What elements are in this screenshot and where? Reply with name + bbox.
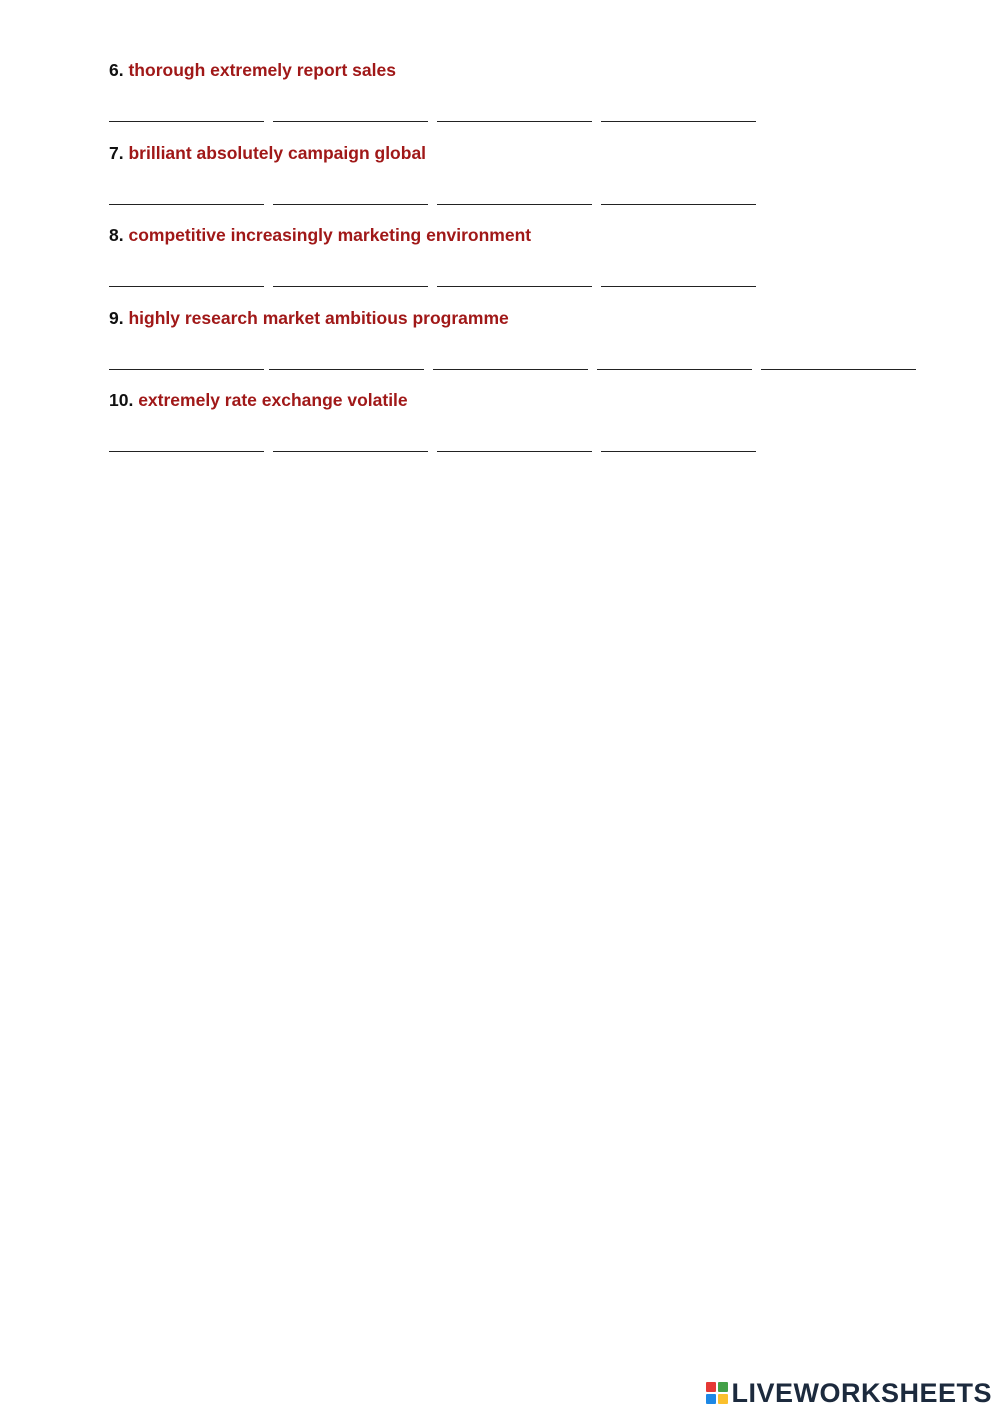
answer-blank[interactable] xyxy=(437,264,592,287)
logo-blocks-icon xyxy=(706,1382,728,1404)
answer-blank[interactable] xyxy=(597,347,752,370)
question-10 xyxy=(109,389,408,411)
logo-block xyxy=(718,1382,728,1392)
answer-blank[interactable] xyxy=(109,99,264,122)
answer-blank[interactable] xyxy=(437,429,592,452)
scrambled-words: highly research market ambitious programme xyxy=(128,308,509,328)
question-number: 6. xyxy=(109,60,124,80)
logo-block xyxy=(706,1382,716,1392)
answer-row-7 xyxy=(109,182,765,208)
answer-blank[interactable] xyxy=(109,429,264,452)
answer-blank[interactable] xyxy=(601,429,756,452)
liveworksheets-logo xyxy=(706,1378,992,1408)
answer-blank[interactable] xyxy=(761,347,916,370)
question-9 xyxy=(109,307,509,329)
answer-row-6 xyxy=(109,99,765,125)
question-number: 8. xyxy=(109,225,124,245)
logo-block xyxy=(706,1394,716,1404)
answer-row-10 xyxy=(109,429,765,455)
answer-blank[interactable] xyxy=(601,182,756,205)
answer-blank[interactable] xyxy=(269,347,424,370)
answer-blank[interactable] xyxy=(601,99,756,122)
answer-blank[interactable] xyxy=(273,429,428,452)
answer-blank[interactable] xyxy=(437,182,592,205)
question-number: 10. xyxy=(109,390,134,410)
answer-blank[interactable] xyxy=(601,264,756,287)
answer-blank[interactable] xyxy=(109,264,264,287)
answer-blank[interactable] xyxy=(109,182,264,205)
answer-blank[interactable] xyxy=(273,99,428,122)
logo-block xyxy=(718,1394,728,1404)
answer-blank[interactable] xyxy=(437,99,592,122)
scrambled-words: extremely rate exchange volatile xyxy=(138,390,408,410)
answer-row-9 xyxy=(109,347,925,373)
question-8 xyxy=(109,224,531,246)
answer-row-8 xyxy=(109,264,765,290)
answer-blank[interactable] xyxy=(273,264,428,287)
scrambled-words: brilliant absolutely campaign global xyxy=(128,143,427,163)
scrambled-words: thorough extremely report sales xyxy=(128,60,396,80)
answer-blank[interactable] xyxy=(433,347,588,370)
question-number: 7. xyxy=(109,143,124,163)
logo-text: LIVEWORKSHEETS xyxy=(731,1377,992,1408)
scrambled-words: competitive increasingly marketing environment xyxy=(128,225,532,245)
question-6 xyxy=(109,59,396,81)
question-number: 9. xyxy=(109,308,124,328)
answer-blank[interactable] xyxy=(273,182,428,205)
answer-blank[interactable] xyxy=(109,347,264,370)
question-7 xyxy=(109,142,426,164)
